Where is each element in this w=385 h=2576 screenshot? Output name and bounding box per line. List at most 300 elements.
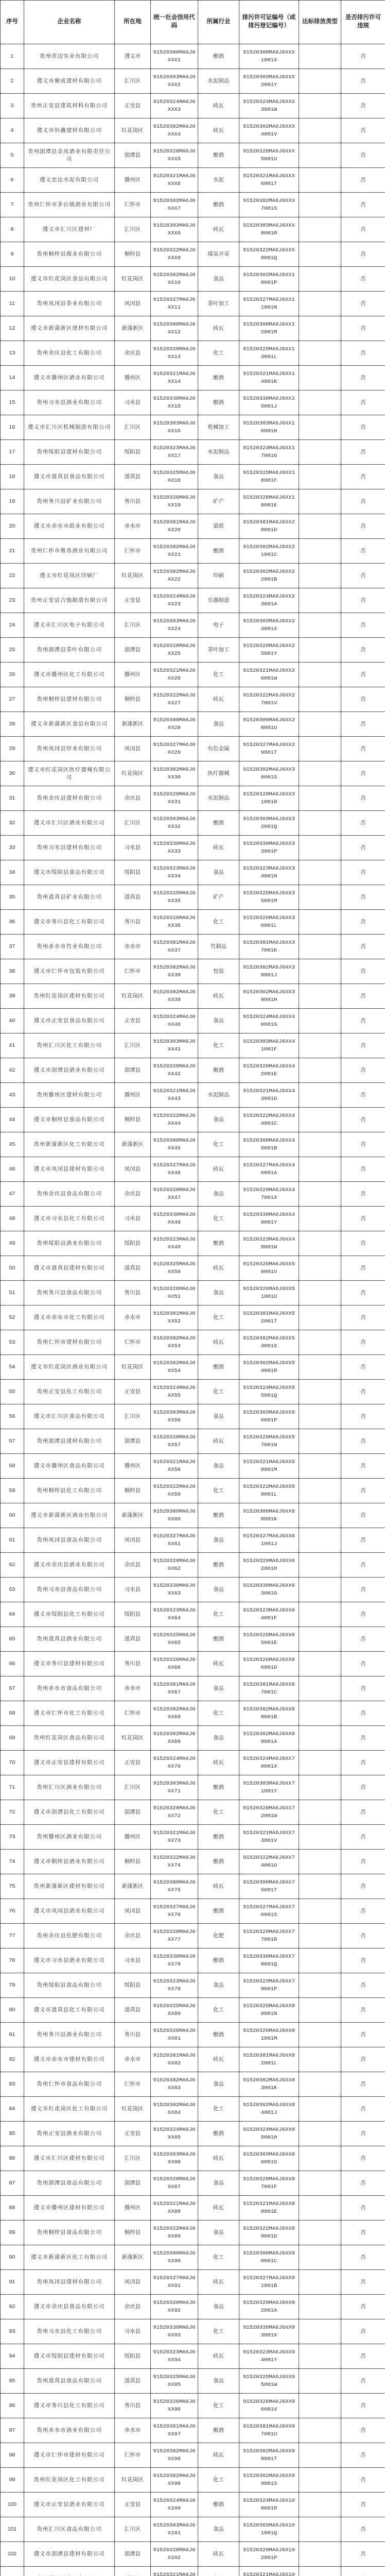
cell-permit-number: 91520330MA6J6XX15001J bbox=[239, 391, 299, 415]
cell-violation-flag: 否 bbox=[341, 1948, 385, 1973]
cell-seq: 48 bbox=[1, 1207, 24, 1231]
cell-company-name: 遵义市湄潭县化工有限公司 bbox=[24, 1800, 115, 1825]
cell-company-name: 遵义市绥阳县化工有限公司 bbox=[24, 1602, 115, 1627]
cell-seq: 102 bbox=[1, 2542, 24, 2567]
cell-permit-number: 91520303MA6J6X101001Q bbox=[239, 2517, 299, 2542]
cell-company-name: 遵义市汇川区建材有限公司 bbox=[24, 2146, 115, 2171]
cell-credit-code: 91520303MA6J6XX56 bbox=[151, 1404, 198, 1429]
cell-industry: 化工 bbox=[198, 2319, 239, 2344]
table-row bbox=[1, 1652, 385, 1676]
cell-seq: 39 bbox=[1, 984, 24, 1009]
cell-discharge-type bbox=[299, 415, 341, 440]
cell-permit-number: 91520321MA6J6XXX6001T bbox=[239, 168, 299, 193]
cell-location: 余庆县 bbox=[115, 786, 151, 811]
cell-location: 凤冈县 bbox=[115, 2270, 151, 2295]
cell-company-name: 遵义市红花岗区酒业有限公司 bbox=[24, 1355, 115, 1380]
cell-credit-code: 91520328MA6J6XX72 bbox=[151, 1800, 198, 1825]
cell-seq: 8 bbox=[1, 217, 24, 242]
cell-company-name: 贵州赤水市食品有限公司 bbox=[24, 1676, 115, 1701]
cell-industry: 酿酒 bbox=[198, 1850, 239, 1874]
cell-violation-flag: 否 bbox=[341, 2122, 385, 2146]
cell-company-name: 贵州赤水市竹业有限公司 bbox=[24, 935, 115, 959]
cell-violation-flag: 否 bbox=[341, 2344, 385, 2369]
cell-seq: 54 bbox=[1, 1355, 24, 1380]
cell-seq: 56 bbox=[1, 1404, 24, 1429]
table-row bbox=[1, 2468, 385, 2493]
cell-location: 道真县 bbox=[115, 2369, 151, 2394]
cell-seq: 32 bbox=[1, 811, 24, 836]
cell-permit-number: 91520381MA6J6XX37001K bbox=[239, 935, 299, 959]
cell-company-name: 遵义市习水县酒业有限公司 bbox=[24, 1948, 115, 1973]
cell-industry: 印刷 bbox=[198, 564, 239, 588]
cell-credit-code: 91520322MA6J6XXX9 bbox=[151, 242, 198, 267]
cell-location: 新蒲新区 bbox=[115, 316, 151, 341]
cell-location: 凤冈县 bbox=[115, 292, 151, 316]
cell-discharge-type bbox=[299, 1256, 341, 1281]
cell-violation-flag: 否 bbox=[341, 663, 385, 687]
cell-company-name: 贵州务川县酒业有限公司 bbox=[24, 2023, 115, 2047]
cell-seq: 70 bbox=[1, 1751, 24, 1775]
header-permit-number: 排污许可证编号（或排污登记编号） bbox=[239, 1, 299, 44]
cell-discharge-type bbox=[299, 1009, 341, 1033]
cell-location bbox=[115, 2567, 151, 2576]
cell-seq: 50 bbox=[1, 1256, 24, 1281]
cell-seq: 60 bbox=[1, 1503, 24, 1528]
cell-company-name: 遵义市正安县酒业有限公司 bbox=[24, 2493, 115, 2517]
table-row bbox=[1, 1874, 385, 1899]
cell-company-name: 遵义市新蒲新区化工有限公司 bbox=[24, 2245, 115, 2270]
cell-credit-code: 91520321MA6J6XX26 bbox=[151, 663, 198, 687]
cell-industry: 砖瓦 bbox=[198, 1874, 239, 1899]
cell-credit-code: 91520329MA6J6XX77 bbox=[151, 1924, 198, 1948]
cell-industry: 酿酒 bbox=[198, 1627, 239, 1652]
cell-credit-code: 91520330MA6J6XX93 bbox=[151, 2319, 198, 2344]
cell-violation-flag: 否 bbox=[341, 2542, 385, 2567]
cell-industry: 酿酒 bbox=[198, 1899, 239, 1924]
cell-credit-code: 91520381MA6J6XX97 bbox=[151, 2418, 198, 2443]
cell-location: 务川县 bbox=[115, 1652, 151, 1676]
cell-discharge-type bbox=[299, 1825, 341, 1850]
cell-seq: 97 bbox=[1, 2418, 24, 2443]
cell-seq: 92 bbox=[1, 2295, 24, 2319]
cell-industry: 食品 bbox=[198, 712, 239, 737]
cell-industry: 食品 bbox=[198, 1182, 239, 1207]
cell-permit-number: 91520330MA6J6XX48001Y bbox=[239, 1207, 299, 1231]
cell-discharge-type bbox=[299, 811, 341, 836]
cell-credit-code: 91520323MA6J6XX49 bbox=[151, 1231, 198, 1256]
cell-discharge-type bbox=[299, 2122, 341, 2146]
cell-permit-number: 91520303MA6J6XXX2001Y bbox=[239, 69, 299, 94]
cell-credit-code: 91520324MA6J6XX55 bbox=[151, 1380, 198, 1404]
cell-company-name: 贵州仁怀市茅台镇酒业有限公司 bbox=[24, 193, 115, 217]
cell-seq: 52 bbox=[1, 1306, 24, 1330]
cell-violation-flag: 否 bbox=[341, 2097, 385, 2122]
cell-permit-number: 91520329MA6J6XX92001A bbox=[239, 2295, 299, 2319]
cell-violation-flag: 否 bbox=[341, 885, 385, 910]
cell-permit-number: 91520322MA6J6XX74001U bbox=[239, 1850, 299, 1874]
cell-violation-flag: 否 bbox=[341, 94, 385, 118]
table-row bbox=[1, 1108, 385, 1132]
cell-violation-flag: 否 bbox=[341, 1157, 385, 1182]
cell-credit-code: 91520327MA6J6XX61 bbox=[151, 1528, 198, 1553]
cell-seq: 14 bbox=[1, 366, 24, 391]
cell-industry: 水泥制品 bbox=[198, 69, 239, 94]
cell-company-name: 遵义市播州区化工有限公司 bbox=[24, 663, 115, 687]
cell-seq: 81 bbox=[1, 2023, 24, 2047]
table-row bbox=[1, 761, 385, 786]
cell-violation-flag: 否 bbox=[341, 2245, 385, 2270]
cell-permit-number: 91520324MA6J6XX85001H bbox=[239, 2122, 299, 2146]
cell-credit-code: 91520323MA6J6XX64 bbox=[151, 1602, 198, 1627]
cell-violation-flag: 否 bbox=[341, 1800, 385, 1825]
table-row bbox=[1, 811, 385, 836]
cell-industry: 砖瓦 bbox=[198, 1157, 239, 1182]
cell-discharge-type bbox=[299, 1874, 341, 1899]
table-row bbox=[1, 1083, 385, 1108]
table-row bbox=[1, 2221, 385, 2245]
cell-industry: 酿酒 bbox=[198, 366, 239, 391]
cell-seq: 82 bbox=[1, 2047, 24, 2072]
cell-industry: 食品 bbox=[198, 1108, 239, 1132]
cell-company-name: 遵义市道真县食品有限公司 bbox=[24, 465, 115, 489]
cell-industry: 医疗器械 bbox=[198, 761, 239, 786]
cell-credit-code: 91520302MA6J6XX39 bbox=[151, 984, 198, 1009]
cell-company-name: 遵义市湄潭县建材有限公司 bbox=[24, 2542, 115, 2567]
cell-location: 赤水市 bbox=[115, 1676, 151, 1701]
cell-industry: 酿酒 bbox=[198, 1775, 239, 1800]
cell-permit-number: 91520303MA6J6XX41001F bbox=[239, 1033, 299, 1058]
cell-industry: 酿酒 bbox=[198, 811, 239, 836]
cell-credit-code: 91520382MA6J6XX98 bbox=[151, 2443, 198, 2468]
cell-discharge-type bbox=[299, 2245, 341, 2270]
cell-credit-code: 91520328MA6J6X102 bbox=[151, 2542, 198, 2567]
cell-credit-code: 91520302MA6J6XX22 bbox=[151, 564, 198, 588]
cell-industry: 砖瓦 bbox=[198, 1429, 239, 1454]
cell-permit-number: 91520328MA6J6XX42001E bbox=[239, 1058, 299, 1083]
cell-violation-flag: 否 bbox=[341, 2443, 385, 2468]
cell-company-name: 贵州习水县酒业有限公司 bbox=[24, 391, 115, 415]
cell-credit-code: 91520323MA6J6XX17 bbox=[151, 440, 198, 465]
cell-permit-number: 91520329MA6J6XX13001L bbox=[239, 341, 299, 366]
cell-company-name: 遵义市新蒲新区酒业有限公司 bbox=[24, 1503, 115, 1528]
cell-credit-code: 91520300MA6J6XX28 bbox=[151, 712, 198, 737]
header-company-name: 企业名称 bbox=[24, 1, 115, 44]
cell-seq: 46 bbox=[1, 1157, 24, 1182]
cell-discharge-type bbox=[299, 1033, 341, 1058]
cell-discharge-type bbox=[299, 2196, 341, 2221]
cell-permit-number: 91520324MA6J6XXX3001W bbox=[239, 94, 299, 118]
cell-industry: 造纸 bbox=[198, 514, 239, 539]
cell-discharge-type bbox=[299, 1231, 341, 1256]
cell-credit-code: 91520381MA6J6XX82 bbox=[151, 2047, 198, 2072]
table-row bbox=[1, 613, 385, 638]
table-row bbox=[1, 514, 385, 539]
cell-company-name: 遵义市新蒲新区建材有限公司 bbox=[24, 316, 115, 341]
cell-industry: 砖瓦 bbox=[198, 316, 239, 341]
cell-violation-flag: 否 bbox=[341, 267, 385, 292]
table-row bbox=[1, 588, 385, 613]
table-row bbox=[1, 193, 385, 217]
cell-location: 播州区 bbox=[115, 1825, 151, 1850]
cell-location: 绥阳县 bbox=[115, 1602, 151, 1627]
cell-location: 习水县 bbox=[115, 1207, 151, 1231]
cell-company-name: 遵义市绥阳县建材有限公司 bbox=[24, 2344, 115, 2369]
cell-location: 仁怀市 bbox=[115, 1701, 151, 1726]
cell-company-name: 遵义市凤冈县建材有限公司 bbox=[24, 1157, 115, 1182]
cell-seq: 11 bbox=[1, 292, 24, 316]
cell-seq: 77 bbox=[1, 1924, 24, 1948]
cell-seq: 73 bbox=[1, 1825, 24, 1850]
cell-company-name: 遵义市桐梓县食品有限公司 bbox=[24, 1108, 115, 1132]
cell-company-name: 贵州余庆县食品有限公司 bbox=[24, 1182, 115, 1207]
cell-discharge-type bbox=[299, 1998, 341, 2023]
table-row bbox=[1, 143, 385, 168]
cell-permit-number: 91520326MA6J6XX81001M bbox=[239, 2023, 299, 2047]
cell-industry: 砖瓦 bbox=[198, 984, 239, 1009]
cell-seq: 6 bbox=[1, 168, 24, 193]
cell-seq: 63 bbox=[1, 1578, 24, 1602]
cell-location: 红花岗区 bbox=[115, 984, 151, 1009]
cell-company-name: 遵义市道真县化工有限公司 bbox=[24, 1998, 115, 2023]
table-row bbox=[1, 1800, 385, 1825]
cell-seq: 40 bbox=[1, 1009, 24, 1033]
cell-credit-code: 91520303MA6J6XX24 bbox=[151, 613, 198, 638]
table-row bbox=[1, 1058, 385, 1083]
cell-violation-flag: 否 bbox=[341, 737, 385, 761]
cell-location: 道真县 bbox=[115, 1627, 151, 1652]
cell-credit-code: 91520325MA6J6XX50 bbox=[151, 1256, 198, 1281]
cell-discharge-type bbox=[299, 737, 341, 761]
cell-seq: 28 bbox=[1, 712, 24, 737]
cell-seq: 24 bbox=[1, 613, 24, 638]
cell-permit-number: 91520382MA6J6XX21001C bbox=[239, 539, 299, 564]
cell-permit-number: 91520300MA6J6XX45001B bbox=[239, 1132, 299, 1157]
cell-location: 绥阳县 bbox=[115, 1973, 151, 1998]
cell-location: 正安县 bbox=[115, 588, 151, 613]
cell-industry: 酿酒 bbox=[198, 2122, 239, 2146]
cell-seq bbox=[1, 2567, 24, 2576]
cell-industry: 化工 bbox=[198, 1602, 239, 1627]
table-row bbox=[1, 1578, 385, 1602]
cell-company-name: 遵义市红花岗区化工有限公司 bbox=[24, 2097, 115, 2122]
cell-permit-number: 91520325MA6J6XX18001F bbox=[239, 465, 299, 489]
cell-seq: 36 bbox=[1, 910, 24, 935]
cell-violation-flag: 否 bbox=[341, 1899, 385, 1924]
cell-location: 绥阳县 bbox=[115, 1231, 151, 1256]
cell-permit-number: 91520322MA6J6XX27001V bbox=[239, 687, 299, 712]
table-row bbox=[1, 168, 385, 193]
cell-discharge-type bbox=[299, 2517, 341, 2542]
cell-industry: 化工 bbox=[198, 341, 239, 366]
cell-industry: 水泥制品 bbox=[198, 1083, 239, 1108]
cell-company-name: 贵州新蒲新区建材有限公司 bbox=[24, 1874, 115, 1899]
cell-discharge-type bbox=[299, 2171, 341, 2196]
cell-industry: 食品 bbox=[198, 1281, 239, 1306]
table-row bbox=[1, 242, 385, 267]
cell-company-name: 贵州仁怀市酱香酒业有限公司 bbox=[24, 539, 115, 564]
table-row bbox=[1, 2369, 385, 2394]
cell-industry: 水泥制品 bbox=[198, 440, 239, 465]
cell-industry: 化肥 bbox=[198, 1924, 239, 1948]
cell-industry: 酿酒 bbox=[198, 2418, 239, 2443]
cell-company-name: 遵义市赤水市化工有限公司 bbox=[24, 1306, 115, 1330]
cell-location: 习水县 bbox=[115, 2319, 151, 2344]
cell-discharge-type bbox=[299, 2418, 341, 2443]
table-row bbox=[1, 2270, 385, 2295]
cell-discharge-type bbox=[299, 1182, 341, 1207]
cell-location: 道真县 bbox=[115, 1998, 151, 2023]
cell-permit-number: 91520381MA6J6XX67001C bbox=[239, 1676, 299, 1701]
cell-violation-flag: 否 bbox=[341, 366, 385, 391]
table-row bbox=[1, 1182, 385, 1207]
cell-location: 正安县 bbox=[115, 2122, 151, 2146]
cell-location: 汇川区 bbox=[115, 613, 151, 638]
cell-location: 湄潭县 bbox=[115, 1058, 151, 1083]
cell-industry: 食品 bbox=[198, 267, 239, 292]
header-credit-code: 统一社会信用代码 bbox=[151, 1, 198, 44]
cell-permit-number: 91520321MA6J6XX26001W bbox=[239, 663, 299, 687]
cell-discharge-type bbox=[299, 836, 341, 860]
cell-seq: 25 bbox=[1, 638, 24, 663]
cell-seq: 80 bbox=[1, 1998, 24, 2023]
cell-violation-flag: 否 bbox=[341, 118, 385, 143]
table-row bbox=[1, 489, 385, 514]
cell-violation-flag: 否 bbox=[341, 1182, 385, 1207]
cell-location: 赤水市 bbox=[115, 2418, 151, 2443]
cell-industry: 酿酒 bbox=[198, 1948, 239, 1973]
cell-seq: 101 bbox=[1, 2517, 24, 2542]
cell-company-name: 贵州正安县化工有限公司 bbox=[24, 1380, 115, 1404]
table-row bbox=[1, 1948, 385, 1973]
table-row bbox=[1, 2542, 385, 2567]
cell-violation-flag: 否 bbox=[341, 2196, 385, 2221]
cell-discharge-type bbox=[299, 341, 341, 366]
cell-discharge-type bbox=[299, 2097, 341, 2122]
table-row bbox=[1, 935, 385, 959]
cell-seq: 10 bbox=[1, 267, 24, 292]
table-row bbox=[1, 1726, 385, 1751]
cell-seq: 87 bbox=[1, 2171, 24, 2196]
cell-credit-code: 91520300MA6J6XX75 bbox=[151, 1874, 198, 1899]
cell-seq: 88 bbox=[1, 2196, 24, 2221]
cell-discharge-type bbox=[299, 1528, 341, 1553]
cell-permit-number: 91520328MA6J6XX25001Y bbox=[239, 638, 299, 663]
table-row bbox=[1, 1479, 385, 1503]
table-row bbox=[1, 1256, 385, 1281]
cell-industry: 食品 bbox=[198, 1973, 239, 1998]
cell-credit-code: 91520328MA6J6XX25 bbox=[151, 638, 198, 663]
cell-industry: 水泥制品 bbox=[198, 786, 239, 811]
cell-violation-flag: 否 bbox=[341, 1306, 385, 1330]
cell-permit-number: 91520303MA6J6XX86001G bbox=[239, 2146, 299, 2171]
cell-seq: 20 bbox=[1, 514, 24, 539]
cell-violation-flag: 否 bbox=[341, 1825, 385, 1850]
cell-credit-code: 91520327MA6J6XX91 bbox=[151, 2270, 198, 2295]
cell-industry: 机械加工 bbox=[198, 415, 239, 440]
cell-industry: 酿酒 bbox=[198, 1355, 239, 1380]
cell-discharge-type bbox=[299, 1899, 341, 1924]
cell-company-name: 贵州桐梓县食品有限公司 bbox=[24, 2221, 115, 2245]
table-row bbox=[1, 2517, 385, 2542]
cell-violation-flag: 否 bbox=[341, 2369, 385, 2394]
cell-discharge-type bbox=[299, 292, 341, 316]
cell-permit-number: 91520329MA6J6XX47001X bbox=[239, 1182, 299, 1207]
cell-credit-code: 91520322MA6J6XX44 bbox=[151, 1108, 198, 1132]
cell-company-name: 遵义市红花岗区医疗器械有限公司 bbox=[24, 761, 115, 786]
cell-seq: 75 bbox=[1, 1874, 24, 1899]
table-row bbox=[1, 94, 385, 118]
cell-company-name: 遵义市习水县化工有限公司 bbox=[24, 1207, 115, 1231]
cell-industry: 电子 bbox=[198, 613, 239, 638]
cell-violation-flag: 否 bbox=[341, 1256, 385, 1281]
cell-industry: 酿酒 bbox=[198, 539, 239, 564]
cell-location: 红花岗区 bbox=[115, 267, 151, 292]
table-row bbox=[1, 118, 385, 143]
cell-location: 仁怀市 bbox=[115, 959, 151, 984]
cell-seq: 94 bbox=[1, 2344, 24, 2369]
table-row bbox=[1, 1330, 385, 1355]
table-row bbox=[1, 1207, 385, 1231]
table-row bbox=[1, 1850, 385, 1874]
cell-industry: 食品 bbox=[198, 2171, 239, 2196]
cell-credit-code: 91520324MA6J6XX23 bbox=[151, 588, 198, 613]
cell-location: 余庆县 bbox=[115, 341, 151, 366]
cell-seq: 1 bbox=[1, 44, 24, 69]
table-row bbox=[1, 2394, 385, 2418]
cell-permit-number: 91520323MA6J6XX64001F bbox=[239, 1602, 299, 1627]
cell-discharge-type bbox=[299, 440, 341, 465]
cell-discharge-type bbox=[299, 984, 341, 1009]
cell-violation-flag: 否 bbox=[341, 935, 385, 959]
cell-violation-flag: 否 bbox=[341, 193, 385, 217]
cell-industry: 化工 bbox=[198, 1380, 239, 1404]
cell-violation-flag: 否 bbox=[341, 1132, 385, 1157]
cell-company-name: 贵州桐梓县化工有限公司 bbox=[24, 1479, 115, 1503]
cell-seq: 49 bbox=[1, 1231, 24, 1256]
cell-seq: 84 bbox=[1, 2097, 24, 2122]
cell-location: 道真县 bbox=[115, 465, 151, 489]
cell-discharge-type bbox=[299, 2072, 341, 2097]
cell-location: 红花岗区 bbox=[115, 761, 151, 786]
cell-violation-flag: 否 bbox=[341, 638, 385, 663]
cell-credit-code: 91520381MA6J6XX52 bbox=[151, 1306, 198, 1330]
cell-violation-flag: 否 bbox=[341, 1602, 385, 1627]
table-row bbox=[1, 2493, 385, 2517]
cell-company-name: 遵义市仁怀市建材有限公司 bbox=[24, 2443, 115, 2468]
cell-seq: 4 bbox=[1, 118, 24, 143]
cell-discharge-type bbox=[299, 1652, 341, 1676]
cell-discharge-type bbox=[299, 514, 341, 539]
cell-industry: 砖瓦 bbox=[198, 94, 239, 118]
cell-violation-flag: 否 bbox=[341, 242, 385, 267]
cell-company-name: 遵义市正安县食品有限公司 bbox=[24, 1009, 115, 1033]
cell-location: 绥阳县 bbox=[115, 440, 151, 465]
cell-discharge-type bbox=[299, 2493, 341, 2517]
table-row bbox=[1, 1627, 385, 1652]
cell-permit-number: 91520330MA6J6XX63001G bbox=[239, 1578, 299, 1602]
table-row bbox=[1, 465, 385, 489]
cell-seq: 29 bbox=[1, 737, 24, 761]
cell-location: 赤水市 bbox=[115, 1306, 151, 1330]
table-row bbox=[1, 539, 385, 564]
cell-violation-flag: 否 bbox=[341, 1701, 385, 1726]
cell-permit-number: 91520381MA6J6XX20001D bbox=[239, 514, 299, 539]
cell-seq: 91 bbox=[1, 2270, 24, 2295]
cell-permit-number: 91520303MA6J6XX16001H bbox=[239, 415, 299, 440]
cell-industry: 食品 bbox=[198, 2221, 239, 2245]
table-row bbox=[1, 663, 385, 687]
table-row bbox=[1, 2344, 385, 2369]
